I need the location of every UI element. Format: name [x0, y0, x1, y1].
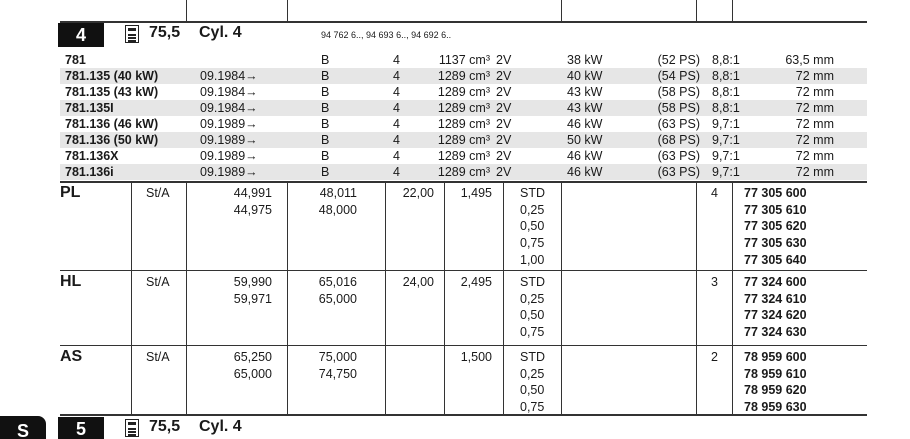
grid-line	[186, 182, 187, 270]
vehicle-compression: 9,7:1	[712, 117, 740, 131]
grid-line	[444, 346, 445, 414]
grid-line	[131, 346, 132, 414]
vehicle-kw: 43 kW	[567, 101, 603, 115]
grid-line	[503, 346, 504, 414]
cylinder-count: Cyl. 4	[199, 418, 242, 435]
grid-line	[131, 271, 132, 345]
vehicle-compression: 9,7:1	[712, 165, 740, 179]
vehicle-model: 781	[65, 53, 86, 67]
block4-top-rule	[60, 21, 867, 23]
vehicle-valves: 2V	[496, 117, 512, 131]
vehicle-stroke: 63,5 mm	[785, 53, 834, 67]
vehicle-date: 09.1984→	[200, 85, 258, 99]
block5-top-rule	[60, 414, 867, 416]
grid-line	[732, 346, 733, 414]
vehicle-kw: 38 kW	[567, 53, 603, 67]
vehicle-fuel: B	[321, 101, 330, 115]
vehicle-displacement: 1289 cm³	[437, 133, 490, 147]
width: 22,00	[402, 186, 434, 200]
thickness: 1,495	[460, 186, 492, 200]
vehicle-kw: 40 kW	[567, 69, 603, 83]
vehicle-displacement: 1289 cm³	[437, 101, 490, 115]
quantity: 2	[711, 350, 718, 364]
grid-line	[696, 271, 697, 345]
undersize: STD 0,25 0,50 0,75	[520, 350, 545, 415]
vehicle-cylinders: 4	[393, 133, 400, 147]
material: St/A	[146, 350, 170, 364]
vehicle-kw: 46 kW	[567, 117, 603, 131]
vehicle-cylinders: 4	[393, 53, 400, 67]
vehicle-ps: (68 PS)	[657, 133, 700, 147]
bearing-type-code: PL	[60, 184, 81, 201]
thickness: 2,495	[460, 275, 492, 289]
vehicle-stroke: 72 mm	[795, 69, 834, 83]
vehicle-stroke: 72 mm	[795, 165, 834, 179]
vehicle-kw: 46 kW	[567, 149, 603, 163]
vehicle-ps: (58 PS)	[657, 101, 700, 115]
vehicle-ps: (63 PS)	[657, 117, 700, 131]
material: St/A	[146, 186, 170, 200]
outer-diameter: 65,016 65,000	[318, 275, 357, 306]
grid-line	[696, 346, 697, 414]
vehicle-kw: 50 kW	[567, 133, 603, 147]
calculator-icon	[125, 25, 139, 43]
vehicle-compression: 8,8:1	[712, 53, 740, 67]
bearing-type-code: AS	[60, 348, 83, 365]
grid-line	[385, 346, 386, 414]
inner-diameter: 44,991 44,975	[233, 186, 272, 217]
vehicle-fuel: B	[321, 117, 330, 131]
quantity: 3	[711, 275, 718, 289]
bearing-type-code: HL	[60, 273, 82, 290]
vehicle-model: 781.136 (46 kW)	[65, 117, 159, 131]
grid-line	[287, 346, 288, 414]
vehicle-ps: (52 PS)	[657, 53, 700, 67]
grid-line	[444, 271, 445, 345]
vehicle-valves: 2V	[496, 149, 512, 163]
block-number-badge: 5	[58, 417, 104, 439]
vehicle-valves: 2V	[496, 165, 512, 179]
inner-diameter: 65,250 65,000	[233, 350, 272, 381]
vehicle-model: 781.135 (40 kW)	[65, 69, 159, 83]
vehicle-cylinders: 4	[393, 165, 400, 179]
vehicle-compression: 8,8:1	[712, 101, 740, 115]
reference-numbers: 94 762 6.., 94 693 6.., 94 692 6..	[321, 30, 452, 40]
vehicle-ps: (63 PS)	[657, 165, 700, 179]
vehicle-valves: 2V	[496, 133, 512, 147]
cylinder-count: Cyl. 4	[199, 24, 242, 41]
article-number: 78 959 600 78 959 610 78 959 620 78 959 630	[744, 350, 807, 415]
vehicle-model: 781.135 (43 kW)	[65, 85, 159, 99]
grid-line	[287, 182, 288, 270]
bore-diameter: 75,5	[149, 24, 181, 41]
vehicle-kw: 46 kW	[567, 165, 603, 179]
undersize: STD 0,25 0,50 0,75	[520, 275, 545, 340]
thickness: 1,500	[460, 350, 492, 364]
vehicle-stroke: 72 mm	[795, 149, 834, 163]
vehicle-cylinders: 4	[393, 101, 400, 115]
grid-line	[561, 182, 562, 270]
material: St/A	[146, 275, 170, 289]
inner-diameter: 59,990 59,971	[233, 275, 272, 306]
vehicle-date: 09.1989→	[200, 165, 258, 179]
vehicle-displacement: 1289 cm³	[437, 117, 490, 131]
vehicle-fuel: B	[321, 85, 330, 99]
grid-line	[186, 271, 187, 345]
vehicle-stroke: 72 mm	[795, 117, 834, 131]
grid-line	[561, 271, 562, 345]
vehicle-compression: 9,7:1	[712, 149, 740, 163]
vehicle-model: 781.135I	[65, 101, 114, 115]
vehicle-date: 09.1989→	[200, 133, 258, 147]
vehicle-cylinders: 4	[393, 69, 400, 83]
row-divider	[60, 345, 867, 346]
vehicle-cylinders: 4	[393, 117, 400, 131]
vehicle-displacement: 1289 cm³	[437, 69, 490, 83]
grid-line	[385, 271, 386, 345]
vehicle-displacement: 1137 cm³	[438, 53, 490, 67]
section-tab-s[interactable]: S	[0, 416, 46, 439]
vehicle-ps: (58 PS)	[657, 85, 700, 99]
undersize: STD 0,25 0,50 0,75 1,00	[520, 186, 545, 267]
quantity: 4	[711, 186, 718, 200]
grid-line	[561, 346, 562, 414]
vehicle-valves: 2V	[496, 69, 512, 83]
grid-line	[186, 346, 187, 414]
vehicle-fuel: B	[321, 69, 330, 83]
vehicle-ps: (63 PS)	[657, 149, 700, 163]
outer-diameter: 48,011 48,000	[318, 186, 357, 217]
grid-line	[696, 182, 697, 270]
grid-line	[732, 182, 733, 270]
outer-diameter: 75,000 74,750	[318, 350, 357, 381]
vehicle-compression: 9,7:1	[712, 133, 740, 147]
vehicle-fuel: B	[321, 149, 330, 163]
grid-line	[444, 182, 445, 270]
article-number: 77 305 600 77 305 610 77 305 620 77 305 630 77 305 640	[744, 186, 807, 267]
vehicle-valves: 2V	[496, 53, 512, 67]
calculator-icon	[125, 419, 139, 437]
vehicle-compression: 8,8:1	[712, 85, 740, 99]
vehicle-compression: 8,8:1	[712, 69, 740, 83]
article-number: 77 324 600 77 324 610 77 324 620 77 324 630	[744, 275, 807, 340]
vehicle-displacement: 1289 cm³	[437, 149, 490, 163]
vehicle-stroke: 72 mm	[795, 133, 834, 147]
vehicle-valves: 2V	[496, 85, 512, 99]
vehicle-displacement: 1289 cm³	[437, 165, 490, 179]
vehicle-fuel: B	[321, 165, 330, 179]
block-number-badge: 4	[58, 23, 104, 47]
vehicle-date: 09.1984→	[200, 69, 258, 83]
grid-line	[503, 271, 504, 345]
bore-diameter: 75,5	[149, 418, 181, 435]
vehicle-kw: 43 kW	[567, 85, 603, 99]
grid-line	[131, 182, 132, 270]
vehicle-fuel: B	[321, 133, 330, 147]
vehicle-model: 781.136i	[65, 165, 114, 179]
vehicle-cylinders: 4	[393, 85, 400, 99]
vehicle-model: 781.136 (50 kW)	[65, 133, 159, 147]
vehicle-date: 09.1989→	[200, 117, 258, 131]
grid-line	[385, 182, 386, 270]
grid-line	[732, 271, 733, 345]
vehicle-cylinders: 4	[393, 149, 400, 163]
parts-top-rule	[60, 181, 867, 183]
row-divider	[60, 270, 867, 271]
vehicle-model: 781.136X	[65, 149, 119, 163]
vehicle-date: 09.1989→	[200, 149, 258, 163]
vehicle-fuel: B	[321, 53, 330, 67]
vehicle-date: 09.1984→	[200, 101, 258, 115]
vehicle-stroke: 72 mm	[795, 85, 834, 99]
vehicle-displacement: 1289 cm³	[437, 85, 490, 99]
width: 24,00	[402, 275, 434, 289]
vehicle-valves: 2V	[496, 101, 512, 115]
grid-line	[287, 271, 288, 345]
grid-line	[503, 182, 504, 270]
vehicle-ps: (54 PS)	[657, 69, 700, 83]
vehicle-stroke: 72 mm	[795, 101, 834, 115]
